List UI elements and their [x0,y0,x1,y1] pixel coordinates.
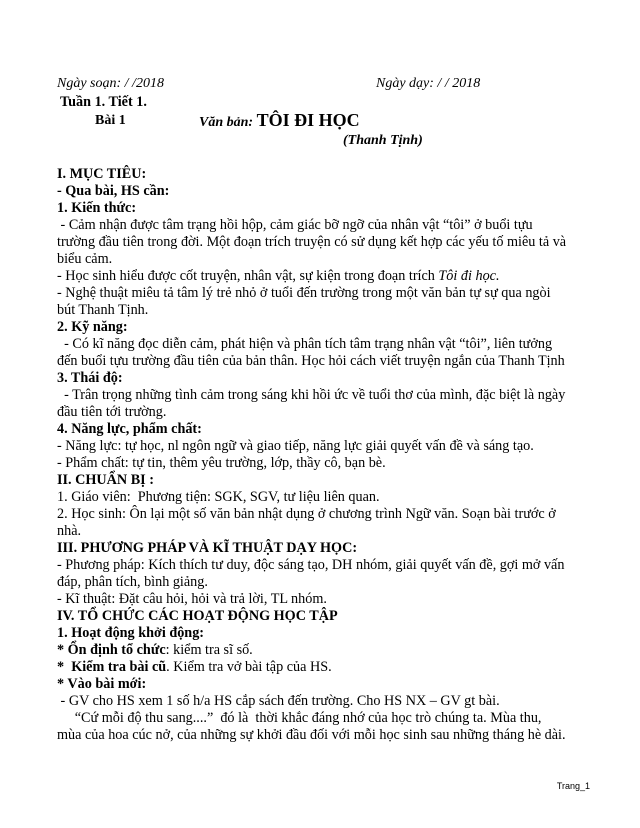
vao-bai-heading: * Vào bài mới: [57,676,147,692]
phuong-phap-line: đáp, phân tích, bình giảng. [57,574,208,590]
page-number: Trang_1 [556,781,590,791]
tuan-tiet: Tuần 1. Tiết 1. [60,94,147,110]
vao-bai-line: mùa của hoa cúc nở, của những sự khởi đầu đối với mỗi học sinh sau những tháng hè dài. [57,727,566,743]
kien-thuc-line: bút Thanh Tịnh. [57,302,149,318]
document-title: TÔI ĐI HỌC [256,110,360,130]
on-dinh-label: * Ổn định tổ chức [57,642,166,658]
chuan-bi-line: 2. Học sinh: Ôn lại một số văn bản nhật dụng ở chương trình Ngữ văn. Soạn bài trước ở [57,506,556,522]
section-4-heading: IV. TỔ CHỨC CÁC HOẠT ĐỘNG HỌC TẬP [57,608,338,624]
kien-thuc-line: biểu cảm. [57,251,113,267]
ngay-soan: Ngày soạn: / /2018 [57,76,164,91]
kiem-tra-cu-text: . Kiểm tra vở bài tập của HS. [166,659,332,675]
chuan-bi-line: nhà. [57,523,82,539]
on-dinh-line [57,642,253,659]
kiem-tra-cu-label: * Kiểm tra bài cũ [57,659,167,675]
kien-thuc-italic: Tôi đi học. [438,268,500,284]
kien-thuc-text: - Học sinh hiểu được cốt truyện, nhân vật, sự kiện trong đoạn trích [57,268,439,284]
nang-luc-heading: 4. Năng lực, phẩm chất: [57,421,202,437]
nang-luc-line: - Năng lực: tự học, nl ngôn ngữ và giao tiếp, năng lực giải quyết vấn đề và sáng tạo. [57,438,534,454]
bai-label: Bài 1 [95,113,126,128]
nang-luc-line: - Phẩm chất: tự tin, thêm yêu trường, lớp, thầy cô, bạn bè. [57,455,386,471]
section-1-heading: I. MỤC TIÊU: [57,166,147,182]
section-3-heading: III. PHƯƠNG PHÁP VÀ KĨ THUẬT DẠY HỌC: [57,540,358,556]
van-ban-row [199,110,360,131]
author: (Thanh Tịnh) [343,133,423,148]
kien-thuc-line: - Nghệ thuật miêu tả tâm lý trẻ nhỏ ở tuổi đến trường trong một văn bản tự sự qua ngòi [57,285,551,301]
on-dinh-text: : kiểm tra sĩ số. [165,642,253,658]
kien-thuc-line: trường đầu tiên trong đời. Một đoạn trích truyện có sử dụng kết hợp các yếu tố miêu tả và [57,234,567,250]
section-2-heading: II. CHUẨN BỊ : [57,472,154,488]
ky-nang-line: - Có kĩ năng đọc diễn cảm, phát hiện và phân tích tâm trạng nhân vật “tôi”, liên tưởng [57,336,553,352]
thai-do-line: - Trân trọng những tình cảm trong sáng khi hồi ức về tuổi thơ của mình, đặc biệt là ngày [57,387,566,403]
kien-thuc-line: - Cảm nhận được tâm trạng hồi hộp, cảm giác bỡ ngỡ của nhân vật “tôi” ở buổi tựu [57,217,533,233]
ky-nang-heading: 2. Kỹ năng: [57,319,128,335]
section-1-sub: - Qua bài, HS cần: [57,183,170,199]
chuan-bi-line: 1. Giáo viên: Phương tiện: SGK, SGV, tư liệu liên quan. [57,489,380,505]
phuong-phap-line: - Kĩ thuật: Đặt câu hỏi, hỏi và trả lời, TL nhóm. [57,591,327,607]
vao-bai-line: “Cứ mỗi độ thu sang....” đó là thời khắc đáng nhớ của học trò chúng ta. Mùa thu, [57,710,542,726]
title-row [95,113,126,129]
ngay-day: Ngày dạy: / / 2018 [376,76,481,91]
kien-thuc-heading: 1. Kiến thức: [57,200,137,216]
van-ban-label: Văn bản: [199,115,254,130]
vao-bai-line: - GV cho HS xem 1 số h/a HS cắp sách đến trường. Cho HS NX – GV gt bài. [57,693,500,709]
hoat-dong-heading: 1. Hoạt động khởi động: [57,625,205,641]
ky-nang-line: đến buổi tựu trường đầu tiên của bản thân. Học hỏi cách viết truyện ngắn của Thanh Tịnh [57,353,565,369]
thai-do-line: đầu tiên tới trường. [57,404,167,420]
thai-do-heading: 3. Thái độ: [57,370,123,386]
phuong-phap-line: - Phương pháp: Kích thích tư duy, độc sáng tạo, DH nhóm, giải quyết vấn đề, gợi mở vấn [57,557,565,573]
kiem-tra-cu-line [57,659,332,676]
kien-thuc-line [57,268,500,285]
